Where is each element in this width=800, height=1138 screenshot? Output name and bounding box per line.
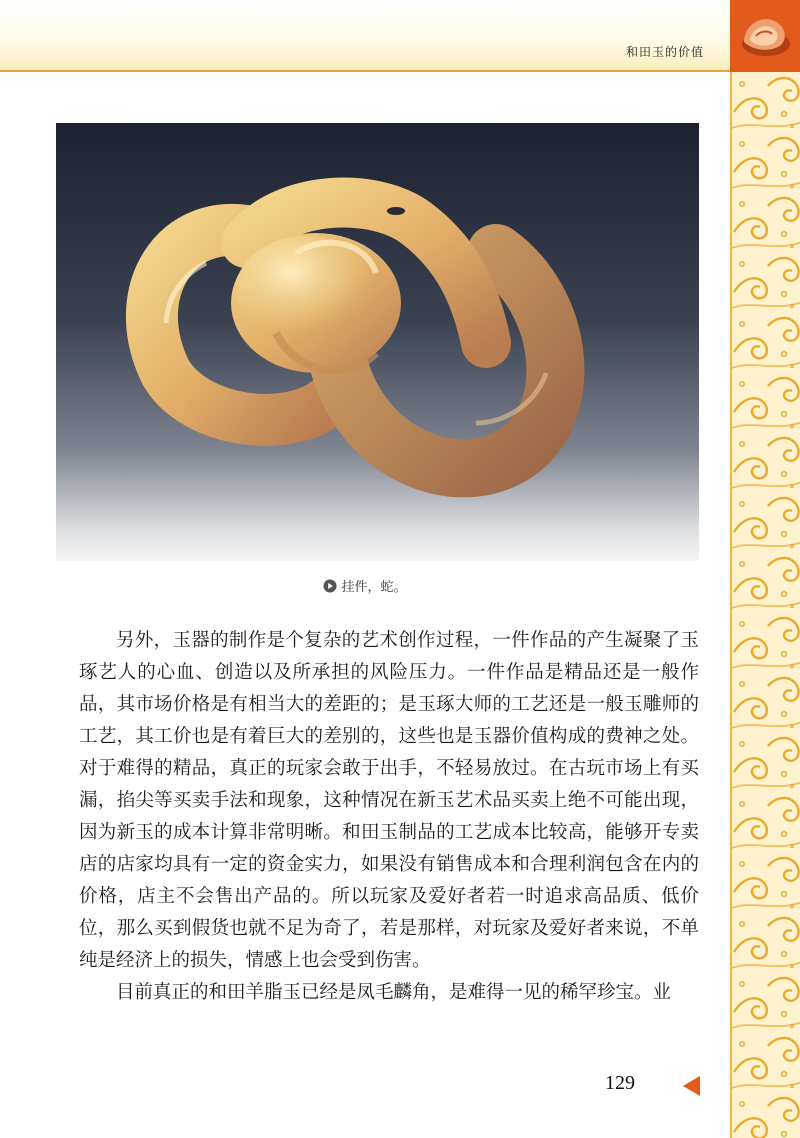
snake-pendant-illustration: [56, 123, 699, 561]
jade-emblem-icon: [730, 0, 800, 72]
header-rule: [0, 70, 730, 72]
header-band: [0, 0, 730, 72]
wave-pattern-icon: [732, 72, 800, 1138]
corner-jade-emblem: [730, 0, 800, 72]
body-text: [79, 625, 699, 1009]
jade-snake-pendant-photo: [56, 123, 699, 561]
caption-text: 挂件，蛇。: [341, 580, 407, 595]
decorative-wave-border: [730, 72, 800, 1138]
paragraph-1: 另外，玉器的制作是个复杂的艺术创作过程，一件作品的产生凝聚了玉琢艺人的心血、创造以及所承担的风险压力。一件作品是精品还是一般作品，其市场价格是有相当大的差距的；是玉琢大师的工艺还是一般玉雕师的工艺，其工价也是有着巨大的差别的，这些也是玉器价值构成的费神之处。对于难得的精品，真正的玩家会敢于出手，不轻易放过。在古玩市场上有买漏，掐尖等买卖手法和现象，这种情况在新玉艺术品买卖上绝不可能出现，因为新玉的成本计算非常明晰。和田玉制品的工艺成本比较高，能够开专卖店的店家均具有一定的资金实力，如果没有销售成本和合理利润包含在内的价格，店主不会售出产品的。所以玩家及爱好者若一时追求高品质、低价位，那么买到假货也就不足为奇了，若是那样，对玩家及爱好者来说，不单纯是经济上的损失，情感上也会受到伤害。: [79, 630, 699, 971]
running-title: 和田玉的价值: [625, 45, 704, 59]
figure-caption: [0, 576, 730, 597]
play-circle-icon: [323, 579, 337, 597]
page-number: 129: [605, 1072, 635, 1094]
page-arrow-icon: [683, 1076, 701, 1100]
paragraph-2: 目前真正的和田羊脂玉已经是凤毛麟角，是难得一见的稀罕珍宝。业: [116, 982, 672, 1003]
